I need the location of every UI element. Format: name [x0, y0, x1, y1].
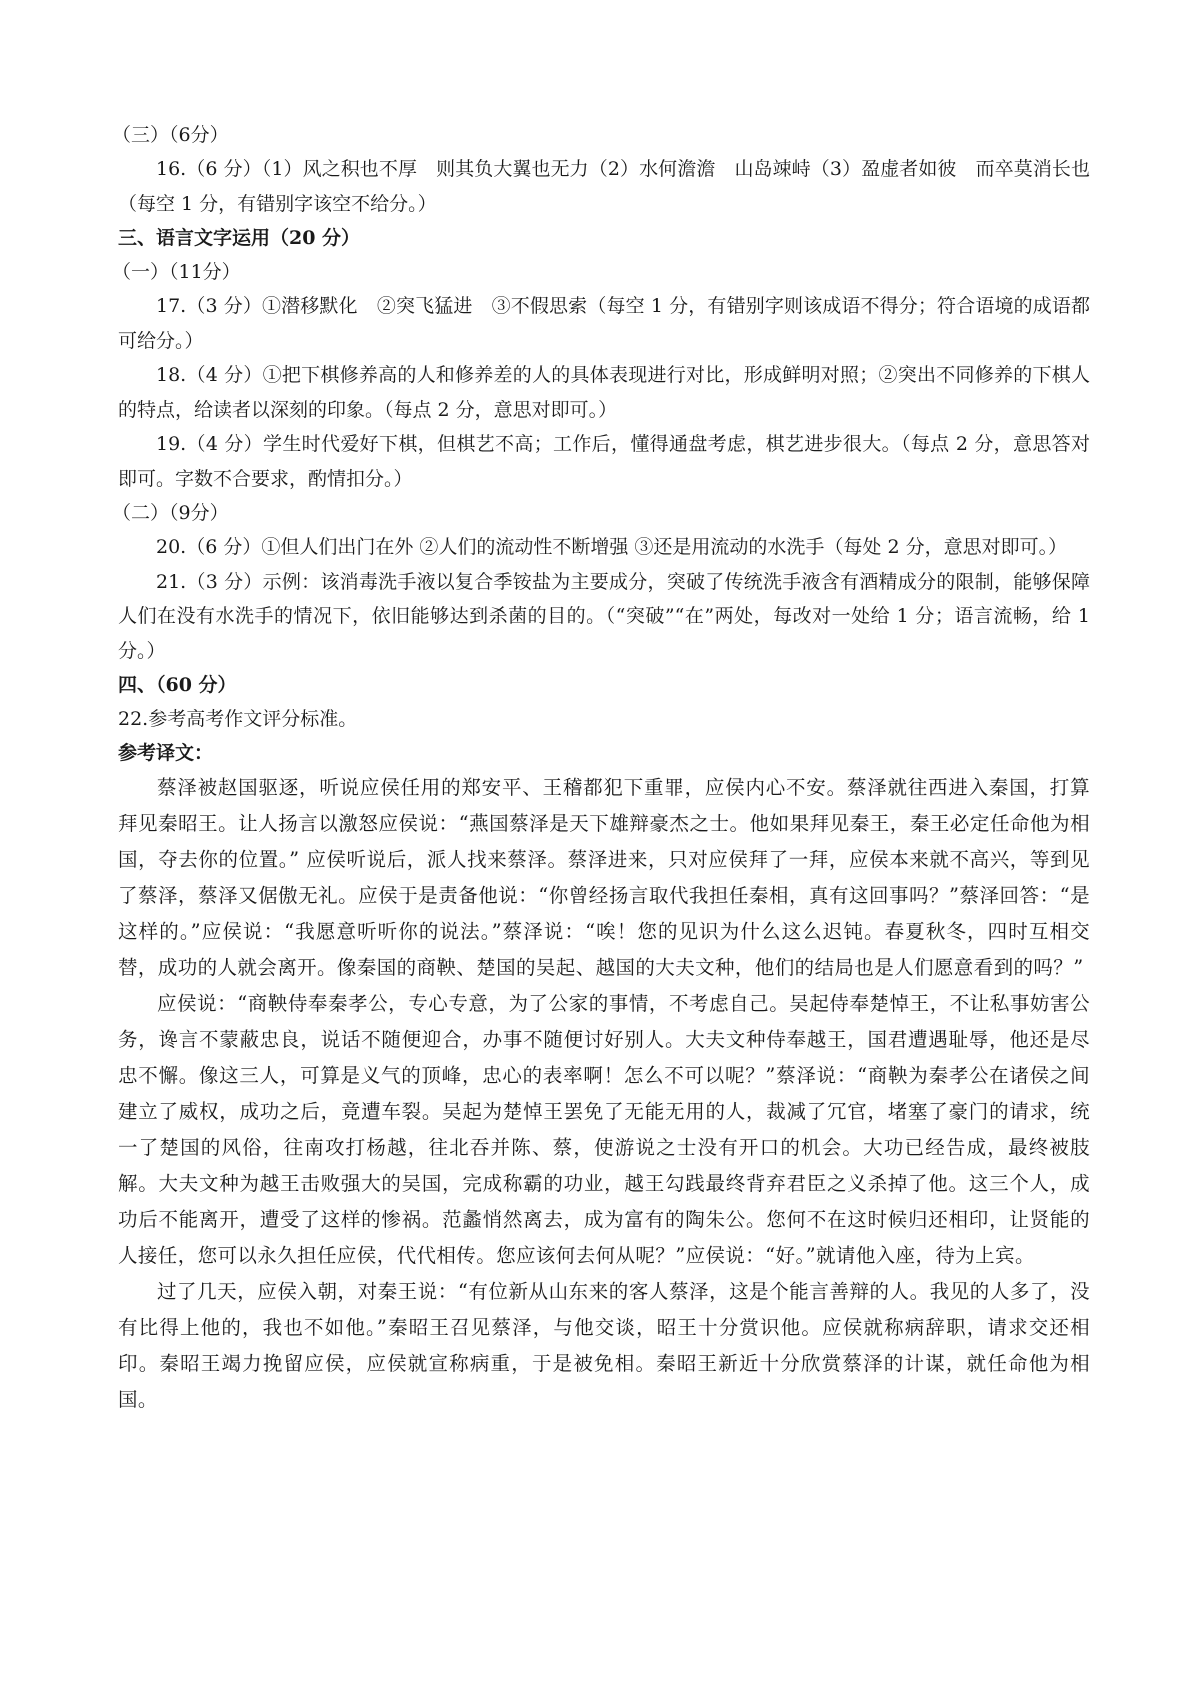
answer-22: 22.参考高考作文评分标准。 — [118, 708, 358, 730]
translation-heading: 参考译文： — [118, 742, 214, 764]
answer-18: 18.（4 分）①把下棋修养高的人和修养差的人的具体表现进行对比，形成鲜明对照；②突出不同修养的下棋人的特点，给读者以深刻的印象。（每点 2 分，意思对即可。） — [118, 364, 1090, 421]
answer-20: 20.（6 分）①但人们出门在外 ②人们的流动性不断增强 ③还是用流动的水洗手（每处 2 分，意思对即可。） — [156, 536, 1068, 558]
answer-19: 19.（4 分）学生时代爱好下棋，但棋艺不高；工作后，懂得通盘考虑，棋艺进步很大。（每点 2 分，意思答对即可。字数不合要求，酌情扣分。） — [118, 433, 1090, 490]
translation-paragraph-3: 过了几天，应侯入朝，对秦王说：“有位新从山东来的客人蔡泽，这是个能言善辩的人。我见的人多了，没有比得上他的，我也不如他。”秦昭王召见蔡泽，与他交谈，昭王十分赏识他。应侯就称病辞职，请求交还相印。秦昭王竭力挽留应侯，应侯就宣称病重，于是被免相。秦昭王新近十分欣赏蔡泽的计谋，就任命他为相国。 — [118, 1280, 1090, 1411]
answer-page — [112, 118, 1090, 1418]
section-heading-essay: 四、（60 分） — [118, 674, 237, 696]
subsection-heading-1: （一）（11分） — [112, 261, 241, 283]
section-heading-language-use: 三、语言文字运用（20 分） — [118, 227, 361, 249]
subsection-heading-2: （二）（9分） — [112, 502, 229, 524]
answer-17: 17.（3 分）①潜移默化 ②突飞猛进 ③不假思索（每空 1 分，有错别字则该成语不得分；符合语境的成语都可给分。） — [118, 295, 1090, 352]
subsection-heading-3: （三）（6分） — [112, 124, 229, 146]
translation-paragraph-2: 应侯说：“商鞅侍奉秦孝公，专心专意，为了公家的事情，不考虑自己。吴起侍奉楚悼王，不让私事妨害公务，谗言不蒙蔽忠良，说话不随便迎合，办事不随便讨好别人。大夫文种侍奉越王，国君遭遇耻辱，他还是尽忠不懈。像这三人，可算是义气的顶峰，忠心的表率啊！怎么不可以呢？”蔡泽说：“商鞅为秦孝公在诸侯之间建立了威权，成功之后，竟遭车裂。吴起为楚悼王罢免了无能无用的人，裁减了冗官，堵塞了豪门的请求，统一了楚国的风俗，往南攻打杨越，往北吞并陈、蔡，使游说之士没有开口的机会。大功已经告成，最终被肢解。大夫文种为越王击败强大的吴国，完成称霸的功业，越王勾践最终背弃君臣之义杀掉了他。这三个人，成功后不能离开，遭受了这样的惨祸。范蠡悄然离去，成为富有的陶朱公。您何不在这时候归还相印，让贤能的人接任，您可以永久担任应侯，代代相传。您应该何去何从呢？”应侯说：“好。”就请他入座，待为上宾。 — [118, 992, 1090, 1267]
answer-16: 16.（6 分）（1）风之积也不厚 则其负大翼也无力（2）水何澹澹 山岛竦峙（3）盈虚者如彼 而卒莫消长也（每空 1 分，有错别字该空不给分。） — [118, 158, 1090, 215]
translation-paragraph-1: 蔡泽被赵国驱逐，听说应侯任用的郑安平、王稽都犯下重罪，应侯内心不安。蔡泽就往西进入秦国，打算拜见秦昭王。让人扬言以激怒应侯说：“燕国蔡泽是天下雄辩豪杰之士。他如果拜见秦王，秦王必定任命他为相国，夺去你的位置。” 应侯听说后，派人找来蔡泽。蔡泽进来，只对应侯拜了一拜，应侯本来就不高兴，等到见了蔡泽，蔡泽又倨傲无礼。应侯于是责备他说：“你曾经扬言取代我担任秦相，真有这回事吗？”蔡泽回答：“是这样的。”应侯说：“我愿意听听你的说法。”蔡泽说：“唉！您的见识为什么这么迟钝。春夏秋冬，四时互相交替，成功的人就会离开。像秦国的商鞅、楚国的吴起、越国的大夫文种，他们的结局也是人们愿意看到的吗？” — [118, 776, 1090, 979]
answer-21: 21.（3 分）示例：该消毒洗手液以复合季铵盐为主要成分，突破了传统洗手液含有酒精成分的限制，能够保障人们在没有水洗手的情况下，依旧能够达到杀菌的目的。（“突破”“在”两处，每改对一处给 1 分；语言流畅，给 1 分。） — [118, 570, 1090, 662]
